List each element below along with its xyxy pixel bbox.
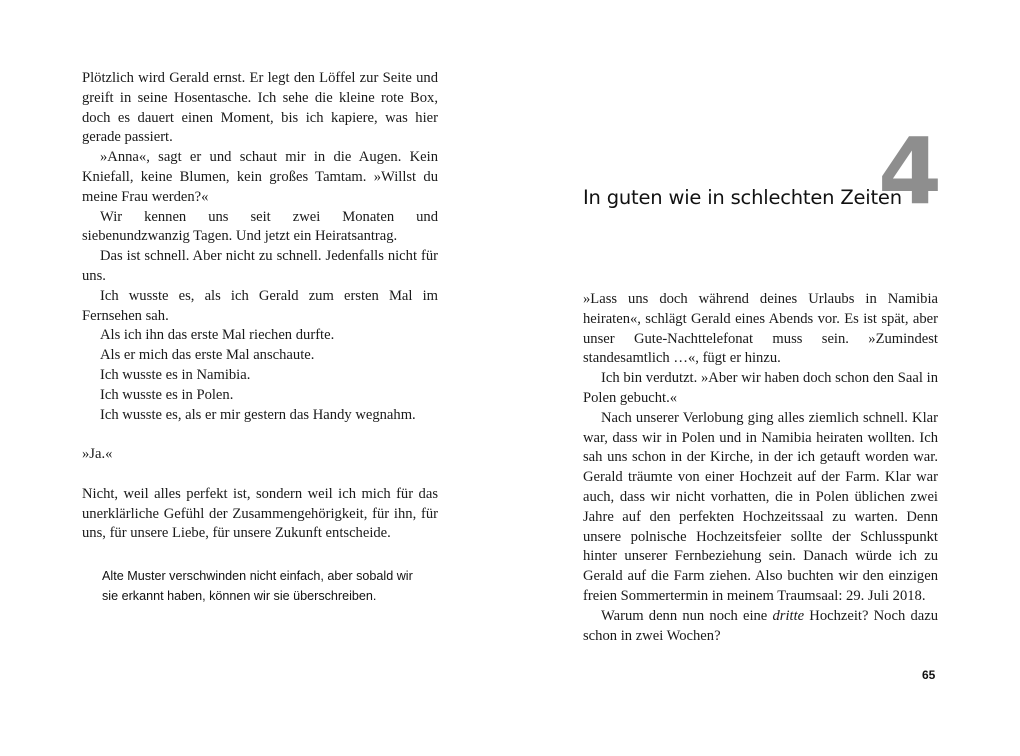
- text-run: Warum denn nun noch eine: [601, 607, 773, 624]
- left-body-text: [82, 69, 438, 544]
- paragraph: Wir kennen uns seit zwei Monaten und siebenundzwanzig Tagen. Und jetzt ein Heiratsantrag.: [82, 208, 438, 245]
- paragraph: Ich wusste es in Namibia.: [100, 366, 251, 383]
- paragraph: Ich wusste es in Polen.: [100, 386, 234, 403]
- right-body-text: [583, 290, 938, 646]
- paragraph: Als ich ihn das erste Mal riechen durfte.: [100, 327, 335, 344]
- paragraph: Das ist schnell. Aber nicht zu schnell. Jedenfalls nicht für uns.: [82, 248, 438, 284]
- paragraph: [583, 607, 938, 647]
- chapter-number: 4: [878, 118, 943, 225]
- page-number: 65: [922, 668, 936, 682]
- paragraph: Ich wusste es, als er mir gestern das Handy wegnahm.: [100, 406, 416, 423]
- italic-text: dritte: [772, 607, 805, 624]
- paragraph-gap: [82, 425, 438, 445]
- paragraph: »Anna«, sagt er und schaut mir in die Augen. Kein Kniefall, keine Blumen, kein großes Tamtam. »Willst du meine Frau werden?«: [82, 149, 438, 205]
- pull-quote: [102, 567, 432, 607]
- paragraph: Als er mich das erste Mal anschaute.: [100, 347, 315, 364]
- paragraph: Ich wusste es, als ich Gerald zum ersten Mal im Fernsehen sah.: [82, 287, 438, 324]
- right-page: [510, 0, 1020, 756]
- pull-quote-line: Alte Muster verschwinden nicht einfach, aber sobald wir: [102, 569, 413, 583]
- pull-quote-line: sie erkannt haben, können wir sie überschreiben.: [102, 588, 377, 603]
- paragraph: Ich bin verdutzt. »Aber wir haben doch schon den Saal in Polen gebucht.«: [583, 370, 938, 406]
- paragraph: Plötzlich wird Gerald ernst. Er legt den Löffel zur Seite und greift in seine Hosentasche. Ich sehe die kleine rote Box, doch es dauert einen Moment, bis ich kapiere, was hier gerade passiert.: [82, 70, 438, 146]
- paragraph: Nicht, weil alles perfekt ist, sondern weil ich mich für das unerklärliche Gefühl der Zusammengehörigkeit, für ihn, für uns, für unsere Liebe, für unsere Zukunft entscheide.: [82, 485, 438, 542]
- chapter-title: In guten wie in schlechten Zeiten: [583, 186, 902, 209]
- paragraph-gap: [82, 465, 438, 485]
- paragraph: Nach unserer Verlobung ging alles ziemlich schnell. Klar war, dass wir in Polen und in Namibia heiraten wollten. Ich sah uns schon in der Kirche, in der ich getauft worden war. Gerald träumte von einer Hochzeit auf der Farm. Klar war auch, dass wir nicht vorhatten, die in Polen üblichen zwei Jahre auf den perfekten Hochzeitssaal zu warten. Denn unsere polnische Hochzeitsfeier sollte der Schlusspunkt hinter unserer Fernbeziehung sein. Danach würde ich zu Gerald auf die Farm ziehen. Also buchten wir den einzigen freien Sommertermin in meinem Traumsaal: 29. Juli 2018.: [583, 409, 938, 604]
- paragraph: »Ja.«: [82, 446, 113, 463]
- paragraph: »Lass uns doch während deines Urlaubs in Namibia heiraten«, schlägt Gerald eines Abends vor. Es ist spät, aber unser Gute-Nachttelefonat muss sein. »Zumindest standesamtlich …«, fügt er hinzu.: [583, 291, 938, 367]
- text-run: Hochzeit? Noch dazu schon in zwei Wochen?: [583, 607, 938, 644]
